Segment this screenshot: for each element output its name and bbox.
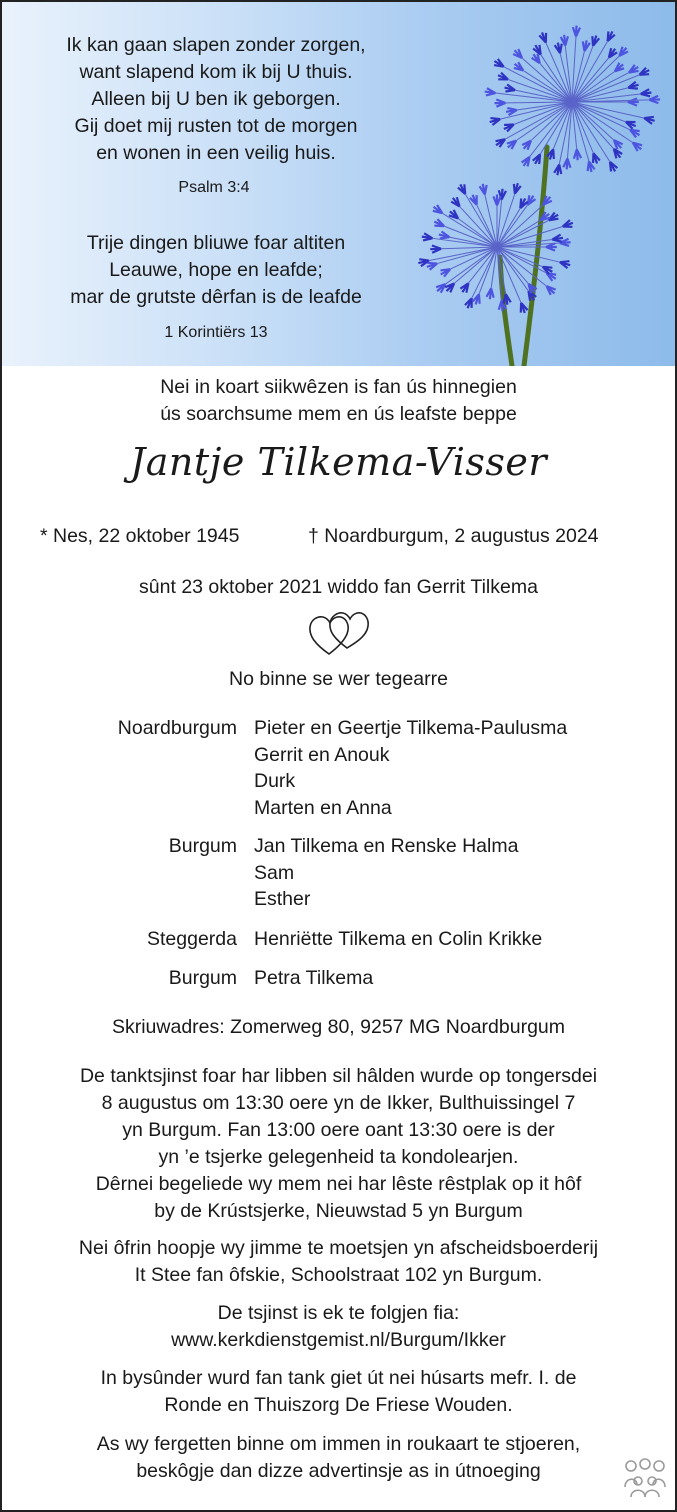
double-heart-icon [307,608,373,660]
thanks-text [2,1365,675,1419]
intro-text [2,374,675,428]
poem-reference: Psalm 3:4 [178,179,250,196]
death-date: † Noardburgum, 2 augustus 2024 [308,525,599,547]
meeting-details [2,1235,675,1289]
meeting-line: It Stee fan ôfskie, Schoolstraat 102 yn Burgum. [134,1264,543,1286]
closing-text [2,1431,675,1485]
poem-reference: 1 Korintiërs 13 [164,324,268,341]
family-place: Burgum [168,967,237,989]
stream-line: De tsjinst is ek te folgjen fia: [217,1302,460,1324]
poem-line: Ik kan gaan slapen zonder zorgen, [66,34,366,56]
service-line: De tanktsjinst foar har libben sil hâlden wurde op tongersdei [79,1065,598,1087]
family-member: Henriëtte Tilkema en Colin Krikke [254,928,543,950]
family-group-icon [622,1457,668,1499]
service-line: yn Burgum. Fan 13:00 oere oant 13:30 oere is der [122,1119,555,1141]
family-member: Sam [254,861,295,884]
family-member: Esther [254,888,311,910]
address: Skriuwadres: Zomerweg 80, 9257 MG Noardburgum [111,1016,566,1038]
thanks-line: Ronde en Thuiszorg De Friese Wouden. [164,1394,513,1416]
stream-details [2,1300,675,1354]
family-place: Steggerda [147,928,237,950]
birth-date: * Nes, 22 oktober 1945 [40,525,240,547]
intro-line: ús soarchsume mem en ús leafste beppe [160,403,517,425]
widow-line: sûnt 23 oktober 2021 widdo fan Gerrit Tilkema [139,576,538,598]
family-member: Jan Tilkema en Renske Halma [254,835,519,857]
closing-line: beskôgje dan dizze advertinsje as in útnoeging [136,1460,541,1482]
service-line: Dêrnei begeliede wy mem nei har lêste rêstplak op it hôf [95,1173,582,1195]
header-banner [2,2,675,366]
agapanthus-flowers-image [402,2,675,366]
poem-line: Alleen bij U ben ik geborgen. [91,88,341,110]
poem-psalm [16,32,416,167]
family-member: Durk [254,770,296,792]
thanks-line: In bysûnder wurd fan tank giet út nei húsarts mefr. I. de [100,1367,577,1389]
service-line: yn ’e tsjerke gelegenheid ta kondolearjen. [158,1146,519,1168]
poem-line: Gij doet mij rusten tot de morgen [74,115,358,137]
poem-line: Leauwe, hope en leafde; [109,259,323,281]
closing-line: As wy fergetten binne om immen in roukaart te stjoeren, [96,1433,581,1455]
family-member: Gerrit en Anouk [254,743,390,766]
poem-line: want slapend kom ik bij U thuis. [79,61,353,83]
service-details [2,1063,675,1225]
service-line: 8 augustus om 13:30 oere yn de Ikker, Bulthuissingel 7 [101,1092,576,1114]
family-place: Burgum [168,835,237,857]
intro-line: Nei in koart siikwêzen is fan ús hinnegien [160,376,517,398]
family-member: Pieter en Geertje Tilkema-Paulusma [254,717,568,739]
family-place: Noardburgum [117,717,237,739]
family-member: Marten en Anna [254,796,392,819]
service-line: by de Krústsjerke, Nieuwstad 5 yn Burgum [154,1200,523,1222]
deceased-name: Jantje Tilkema-Visser [130,440,547,484]
together-line: No binne se wer tegearre [229,668,448,690]
meeting-line: Nei ôfrin hoopje wy jimme te moetsjen yn afscheidsboerderij [78,1237,599,1259]
family-member: Petra Tilkema [254,967,374,989]
poem-line: mar de grutste dêrfan is de leafde [70,286,362,308]
poem-line: Trije dingen bliuwe foar altiten [86,232,346,254]
poem-corinthians [16,230,416,311]
stream-url: www.kerkdienstgemist.nl/Burgum/Ikker [171,1329,506,1351]
poem-line: en wonen in een veilig huis. [96,142,336,164]
